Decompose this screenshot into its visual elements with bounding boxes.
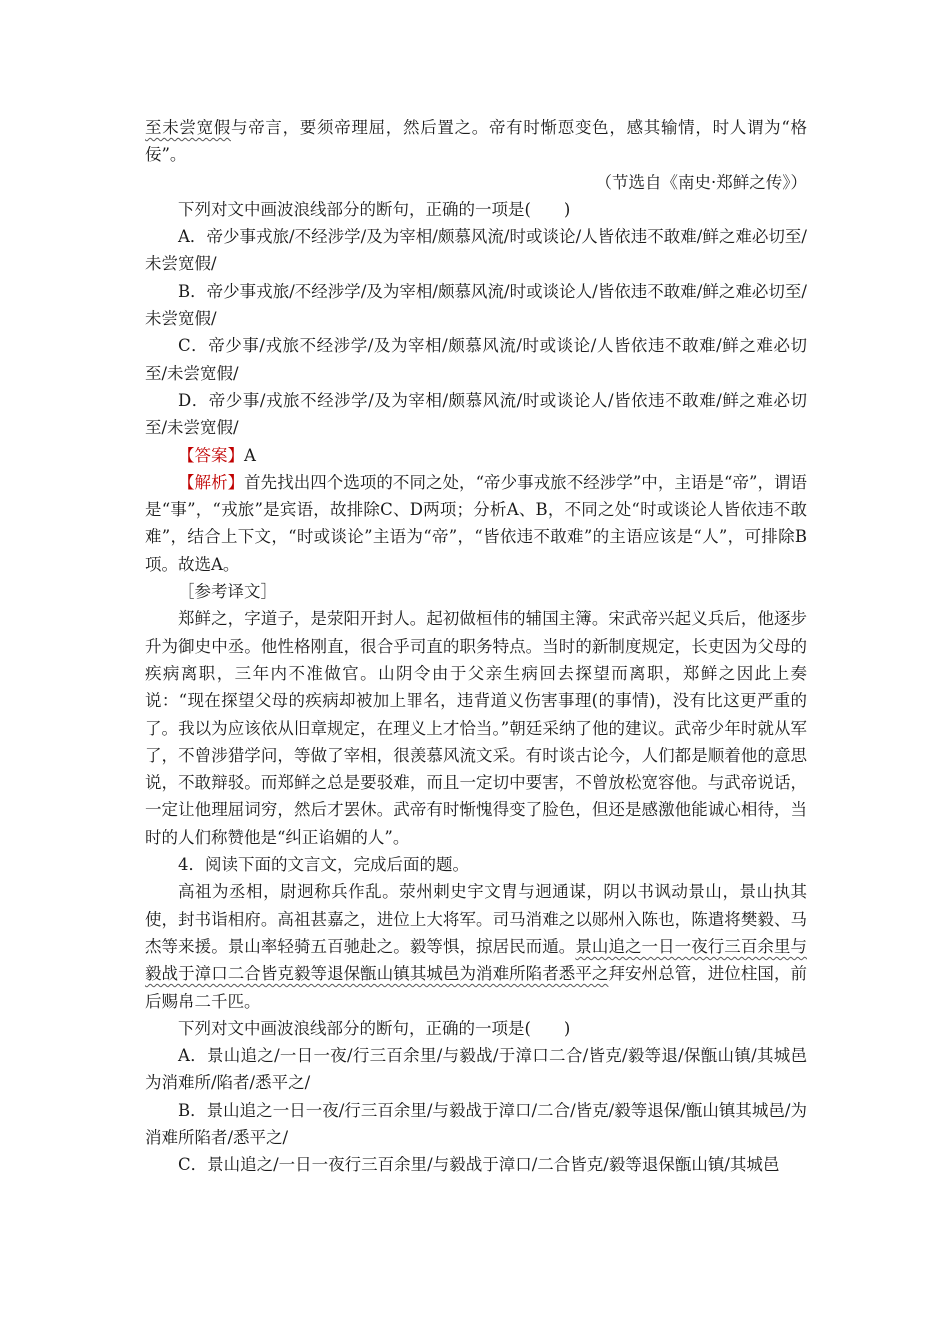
analysis-text: 首先找出四个选项的不同之处，“帝少事戎旅不经涉学”中，主语是“帝”，谓语是“事”，“戎旅”是宾语，故排除C、D两项；分析A、B，不同之处“时或谈论人皆依违不敢难”，结合上下文，“时或谈论”主语为“帝”，“皆依违不敢难”的主语应该是“人”，可排除B项。故选A。 <box>145 472 808 574</box>
analysis-tag: 【解析】 <box>178 472 245 492</box>
answer-value: A <box>244 445 256 465</box>
q4-passage-text: 高祖为丞相，尉迥称兵作乱。荥州刺史宇文胄与迥通谋，阴以书讽动景山，景山执其使，封书诣相府。高祖甚嘉之，进位上大将军。司马消难之以郧州入陈也，陈遣将樊毅、马杰等来援。景山率轻骑五百驰赴之。毅等惧，掠居民而遁。 <box>145 882 807 956</box>
q4-option-c: C．景山追之/一日一夜行三百余里/与毅战于漳口/二合皆克/毅等退保甑山镇/其城邑 <box>178 1155 780 1175</box>
q4-prompt: 下列对文中画波浪线部分的断句，正确的一项是( ) <box>178 1018 571 1038</box>
translation-body: 郑鲜之，字道子，是荥阳开封人。起初做桓伟的辅国主簿。宋武帝兴起义兵后，他逐步升为御史中丞。他性格刚直，很合乎司直的职务特点。当时的新制度规定，长吏因为父母的疾病离职，三年内不准做官。山阴令由于父亲生病回去探望而离职，郑鲜之因此上奏说：“现在探望父母的疾病却被加上罪名，违背道义伤害事理(的事情)，没有比这更严重的了。我以为应该依从旧章规定，在理义上才恰当。”朝廷采纳了他的建议。武帝少年时就从军了，不曾涉猎学问，等做了宰相，很羡慕风流文采。有时谈古论今，人们都是顺着他的意思说，不敢辩驳。而郑鲜之总是要驳难，而且一定切中要害，不曾放松宽容他。与武帝说话，一定让他理屈词穷，然后才罢休。武帝有时惭愧得变了脸色，但还是感激他能诚心相待，当时的人们称赞他是“纠正谄媚的人”。 <box>145 609 807 847</box>
wavy-underlined-text: 至未尝宽假 <box>145 118 231 137</box>
q4-passage-tail: 拜安州总管，进位柱国，前后赐帛二千匹。 <box>145 964 808 1011</box>
q3-option-a: A．帝少事戎旅/不经涉学/及为宰相/颇慕风流/时或谈论/人皆依违不敢难/鲜之难必切至/未尝宽假/ <box>145 227 807 274</box>
q3-option-c: C．帝少事/戎旅不经涉学/及为宰相/颇慕风流/时或谈论/人皆依违不敢难/鲜之难必切至/未尝宽假/ <box>145 336 807 383</box>
q3-option-b: B．帝少事戎旅/不经涉学/及为宰相/颇慕风流/时或谈论人/皆依违不敢难/鲜之难必切至/未尝宽假/ <box>145 281 807 329</box>
q3-prompt: 下列对文中画波浪线部分的断句，正确的一项是( ) <box>178 199 571 219</box>
answer-line <box>145 442 807 469</box>
q4-wavy-underlined-text: 景山追之一日一夜行三百余里与毅战于漳口二合皆克毅等退保甑山镇其城邑为消难所陷者悉平之 <box>145 936 808 984</box>
q4-intro: 4．阅读下面的文言文，完成后面的题。 <box>178 855 469 875</box>
q3-option-d: D．帝少事/戎旅不经涉学/及为宰相/颇慕风流/时或谈论人/皆依违不敢难/鲜之难必切至/未尝宽假/ <box>145 390 807 438</box>
q4-option-b: B．景山追之一日一夜/行三百余里/与毅战于漳口/二合/皆克/毅等退保/甑山镇其城邑/为消难所陷者/悉平之/ <box>145 1100 807 1147</box>
document-body <box>145 114 807 1179</box>
q4-passage <box>145 878 807 1014</box>
passage-end-paragraph <box>145 114 807 169</box>
q4-option-a: A．景山追之/一日一夜/行三百余里/与毅战/于漳口二合/皆克/毅等退/保甑山镇/其城邑为消难所/陷者/悉平之/ <box>145 1046 807 1093</box>
answer-tag: 【答案】 <box>178 445 244 465</box>
passage-text: 与帝言，要须帝理屈，然后置之。帝有时惭恧变色，感其输情，时人谓为“格佞”。 <box>145 118 808 165</box>
analysis-paragraph <box>145 469 807 578</box>
translation-heading: ［参考译文］ <box>178 582 277 602</box>
source-citation: （节选自《南史·郑鲜之传》） <box>595 172 807 192</box>
